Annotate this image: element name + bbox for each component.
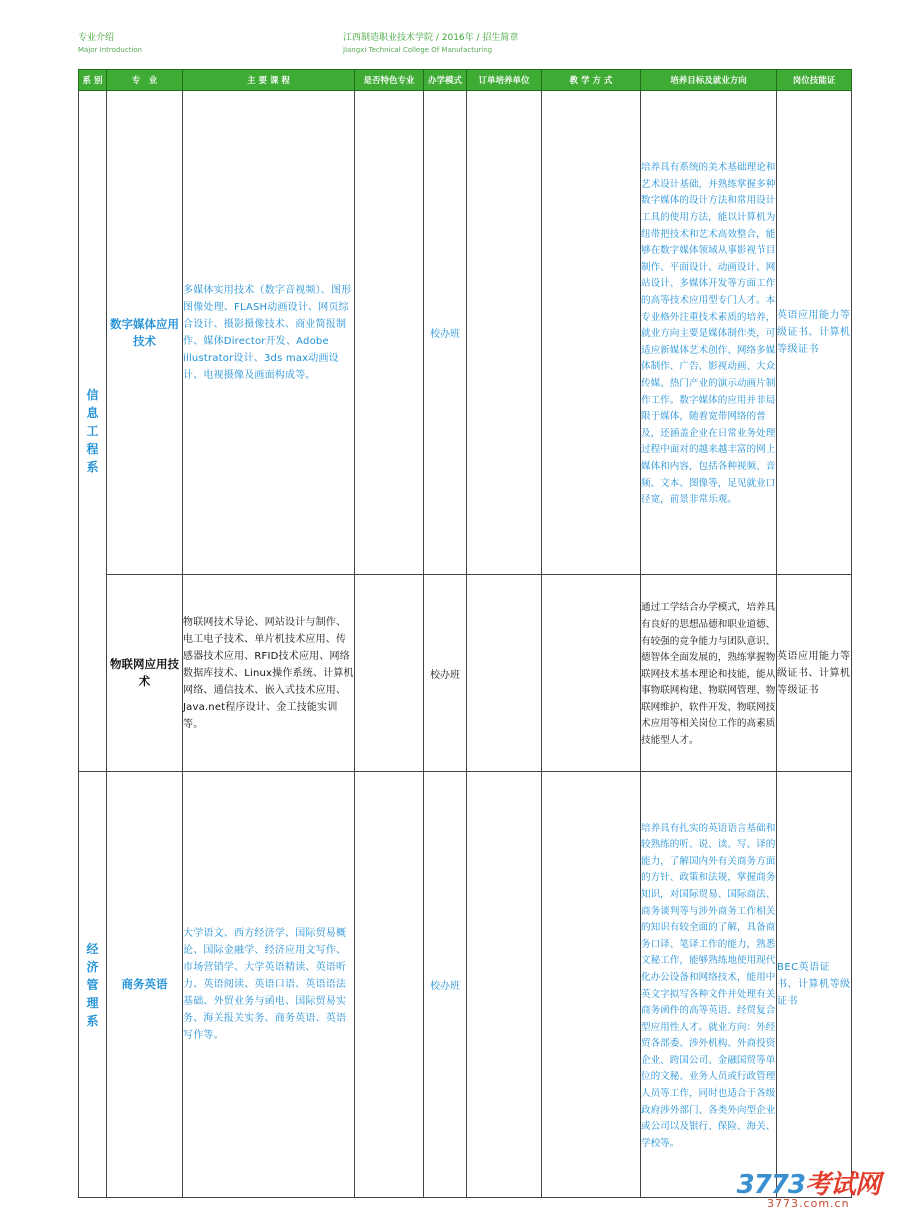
mode-cell: 校办班 — [424, 772, 467, 1198]
major-table — [78, 69, 852, 1198]
col-header-goal: 培养目标及就业方向 — [641, 70, 777, 91]
featured-cell — [355, 575, 424, 772]
order-unit-cell — [467, 91, 542, 575]
cert-cell: 英语应用能力等级证书、计算机等级证书 — [777, 575, 852, 772]
dept-cell-info: 信息工程系 — [79, 91, 107, 772]
col-header-courses: 主 要 课 程 — [183, 70, 355, 91]
courses-cell: 物联网技术导论、网站设计与制作、电工电子技术、单片机技术应用、传感器技术应用、RFID技术应用、网络数据库技术、Linux操作系统、计算机网络、通信技术、嵌入式技术应用、Java.net程序设计、金工技能实训等。 — [183, 575, 355, 772]
table-row — [79, 772, 852, 1198]
cert-cell: 英语应用能力等级证书、计算机等级证书 — [777, 91, 852, 575]
col-header-featured: 是否特色专业 — [355, 70, 424, 91]
mode-cell: 校办班 — [424, 91, 467, 575]
col-header-major: 专 业 — [107, 70, 183, 91]
order-unit-cell — [467, 772, 542, 1198]
major-cell: 商务英语 — [107, 772, 183, 1198]
dept-cell-econ: 经济管理系 — [79, 772, 107, 1198]
watermark-logo-text: 考试网 — [804, 1170, 880, 1200]
featured-cell — [355, 91, 424, 575]
watermark-logo — [737, 1164, 880, 1201]
featured-cell — [355, 772, 424, 1198]
goal-cell: 培养具有系统的美术基础理论和艺术设计基础，并熟练掌握多种数字媒体的设计方法和常用设计工具的使用方法，能以计算机为纽带把技术和艺术高效整合，能够在数字媒体领域从事影视节目制作、平面设计、动画设计、网站设计、多媒体开发等方面工作的高等技术应用型专门人才。本专业格外注重技术素质的培养，就业方向主要是媒体制作类，可适应新媒体艺术创作、网络多媒体制作、广告、影视动画、大众传媒、热门产业的演示动画片制作工作。数字媒体的应用并非局限于媒体，随着宽带网络的普及，还涵盖企业在日常业务处理过程中面对的越来越丰富的网上媒体和内容，包括各种视频、音频、文本、图像等，足见就业口径宽，前景非常乐观。 — [641, 91, 777, 575]
table-row — [79, 575, 852, 772]
goal-cell: 培养具有扎实的英语语言基础和较熟练的听、说、读、写、译的能力，了解国内外有关商务方面的方针、政策和法规，掌握商务知识，对国际贸易、国际商法、商务谈判等与涉外商务工作相关的知识有较全面的了解，具备商务口译、笔译工作的能力，熟悉文秘工作，能够熟练地使用现代化办公设备和网络技术，能用中英文字拟写各种文件并处理有关商务函件的高等英语、经贸复合型应用性人才。就业方向：外经贸各部委、涉外机构、外商投资企业、跨国公司、金融国贸等单位的文秘、业务人员或行政管理人员等工作，同时也适合于各级政府涉外部门、各类外向型企业或公司以及银行、保险、海关、学校等。 — [641, 772, 777, 1198]
order-unit-cell — [467, 575, 542, 772]
header-section-title: 专业介绍 — [78, 33, 115, 43]
col-header-mode: 办学模式 — [424, 70, 467, 91]
teaching-cell — [542, 772, 641, 1198]
col-header-cert: 岗位技能证 — [777, 70, 852, 91]
goal-cell: 通过工学结合办学模式，培养具有良好的思想品德和职业道德、有较强的竞争能力与团队意识、德智体全面发展的，熟练掌握物联网技术基本理论和技能，能从事物联网构建、物联网管理、物联网维护、软件开发、物联网技术应用等相关岗位工作的高素质技能型人才。 — [641, 575, 777, 772]
header-center — [343, 32, 518, 56]
major-cell: 物联网应用技术 — [107, 575, 183, 772]
header-section-title-en: Major Introduction — [78, 46, 143, 54]
courses-cell: 大学语文、西方经济学、国际贸易概论、国际金融学、经济应用文写作、市场营销学、大学英语精读、英语听力、英语阅读、英语口语、英语语法基础、外贸业务与函电、国际贸易实务、海关报关实务、商务英语、英语写作等。 — [183, 772, 355, 1198]
cert-cell: BEC英语证书、计算机等级证书 — [777, 772, 852, 1198]
col-header-teaching: 教 学 方 式 — [542, 70, 641, 91]
header-college-title-en: Jiangxi Technical College Of Manufacturing — [343, 46, 493, 54]
major-cell: 数字媒体应用技术 — [107, 91, 183, 575]
table-header-row — [79, 70, 852, 91]
watermark-logo-number: 3773 — [736, 1170, 805, 1200]
header-college-title: 江西制造职业技术学院 / 2016年 / 招生简章 — [343, 33, 519, 43]
courses-cell: 多媒体实用技术（数字音视频）、图形图像处理、FLASH动画设计、网页综合设计、摄影摄像技术、商业简报制作、媒体Director开发、Adobe illustrator设计、3ds max动画设计、电视摄像及画面构成等。 — [183, 91, 355, 575]
mode-cell: 校办班 — [424, 575, 467, 772]
watermark-url: 3773.com.cn — [767, 1197, 850, 1210]
col-header-order-unit: 订单培养单位 — [467, 70, 542, 91]
header-left — [78, 32, 142, 56]
watermark — [737, 1164, 880, 1210]
table-row — [79, 91, 852, 575]
teaching-cell — [542, 91, 641, 575]
teaching-cell — [542, 575, 641, 772]
col-header-dept: 系 别 — [79, 70, 107, 91]
